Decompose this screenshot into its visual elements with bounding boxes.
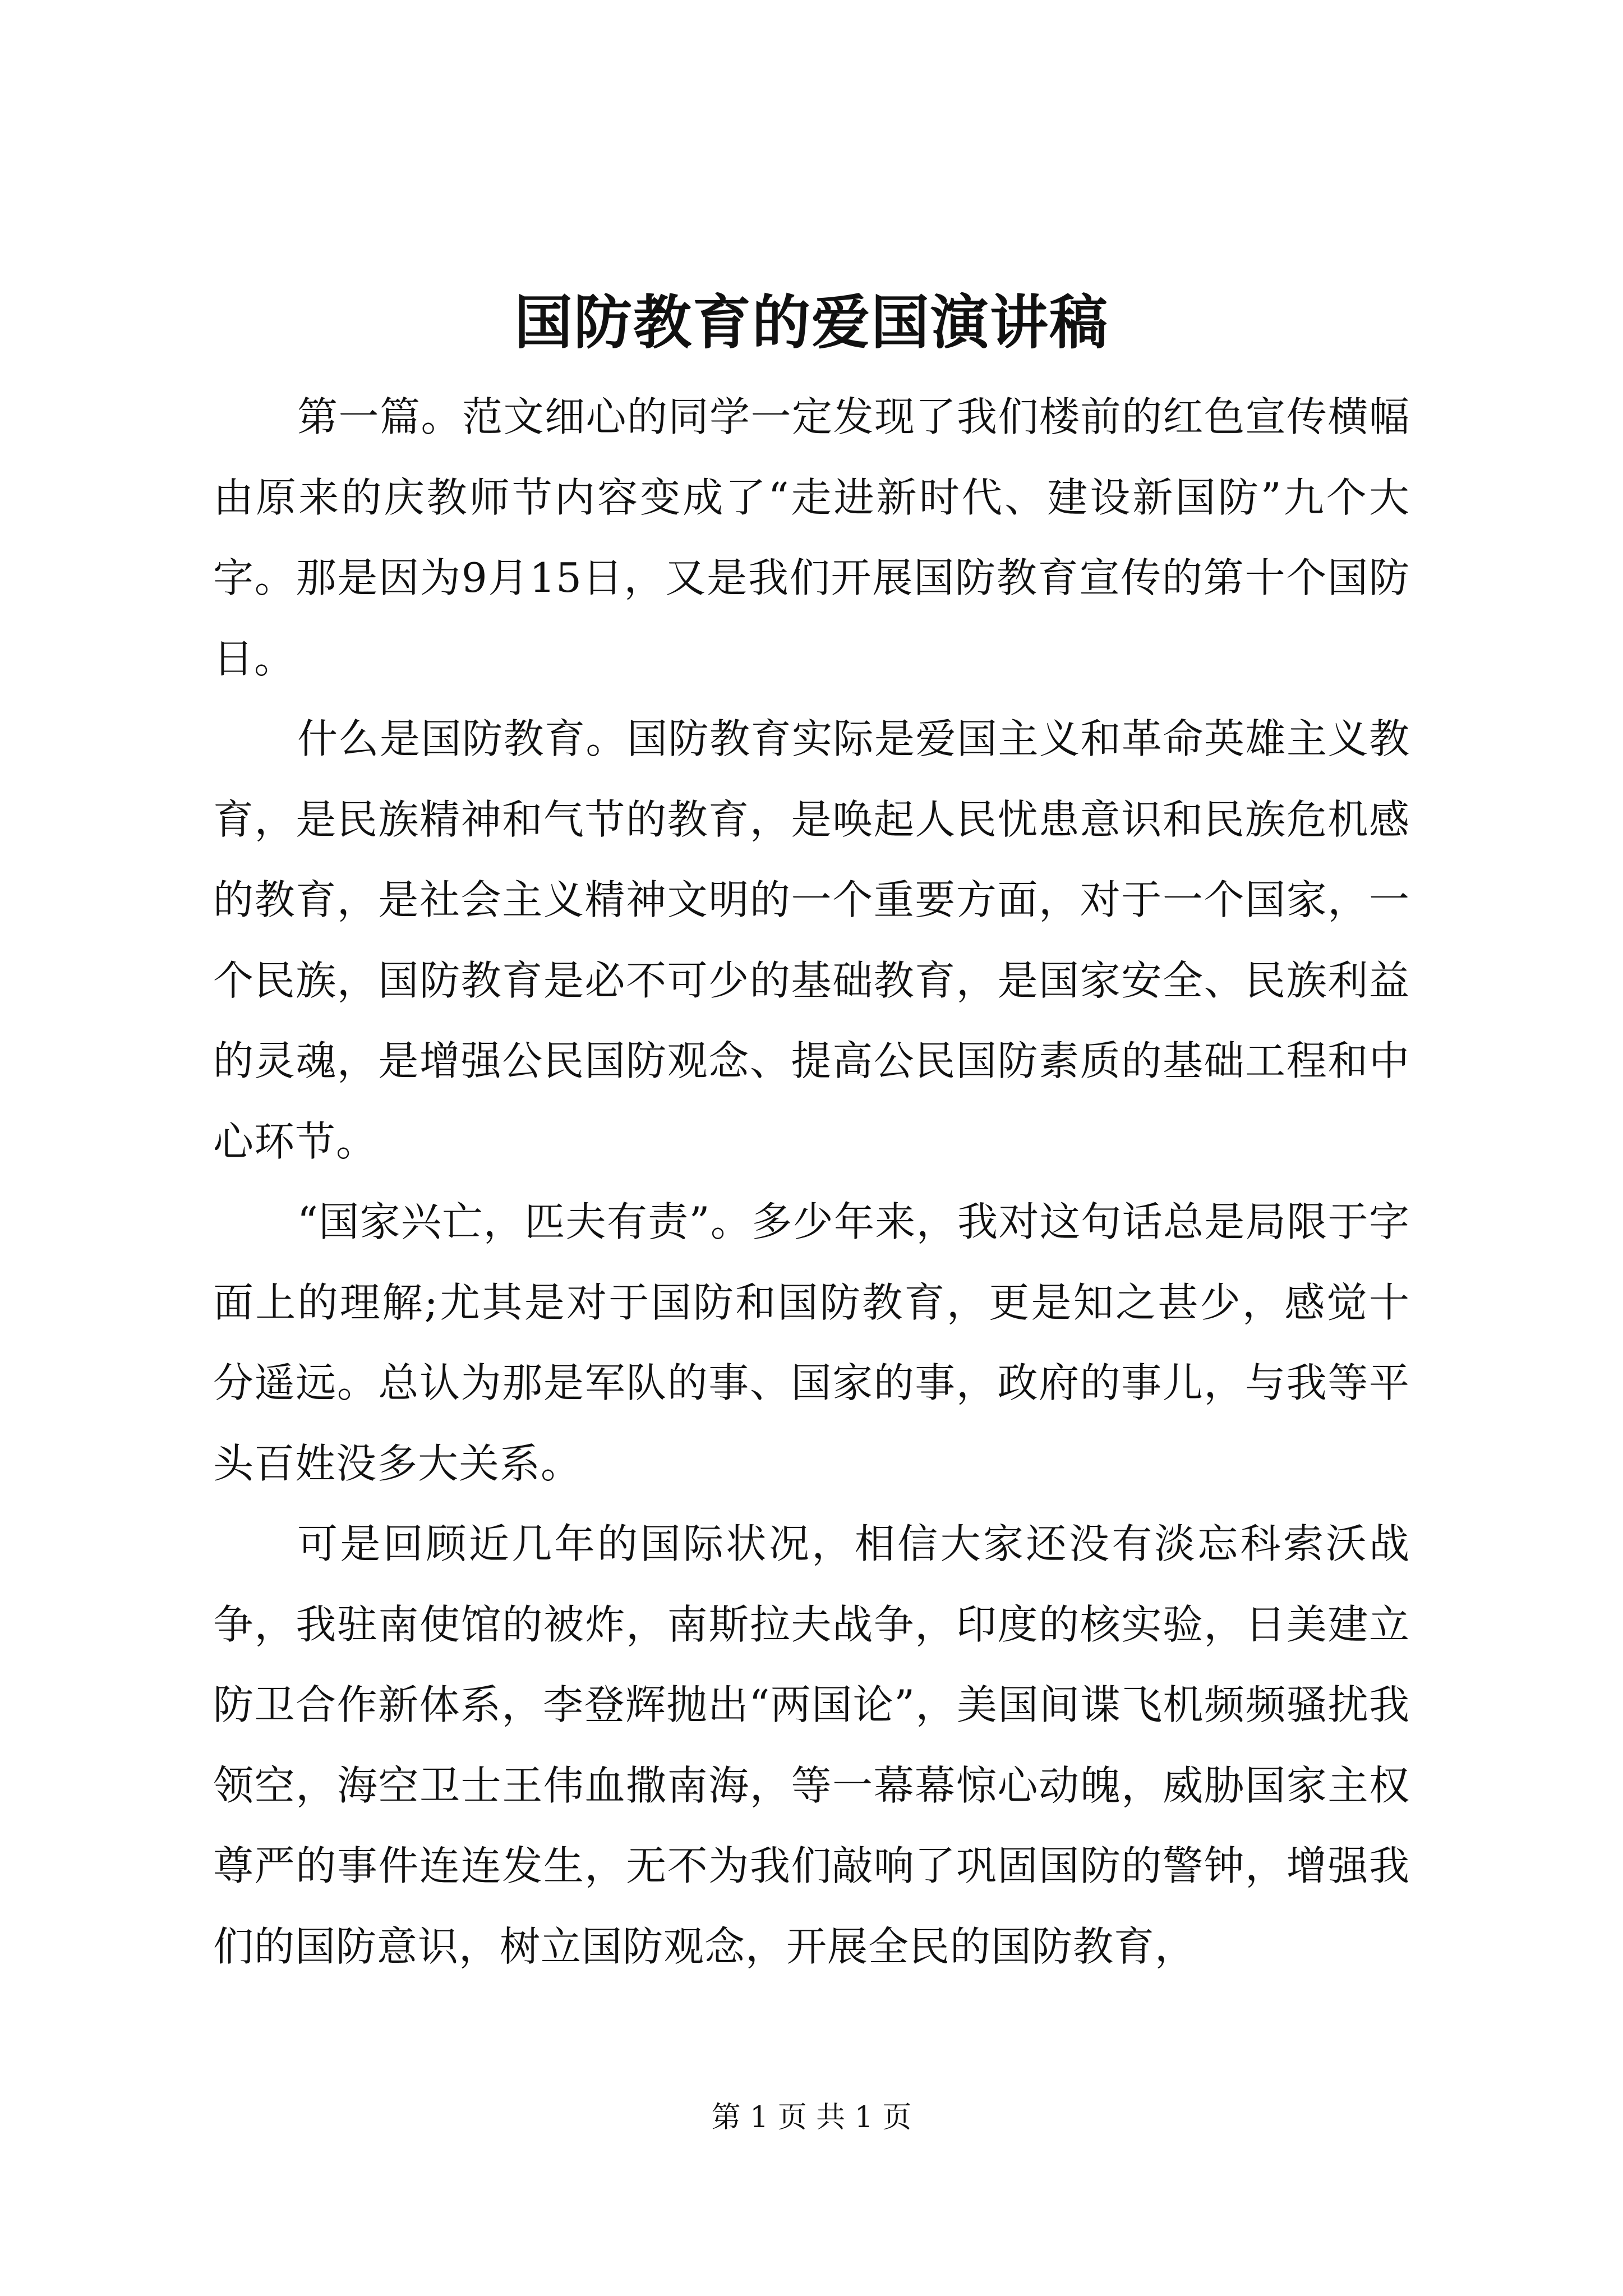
page-footer: 第 1 页 共 1 页 bbox=[711, 2101, 912, 2134]
paragraph-4: 可是回顾近几年的国际状况，相信大家还没有淡忘科索沃战争，我驻南使馆的被炸，南斯拉夫战争，印度的核实验，日美建立防卫合作新体系，李登辉抛出“两国论”，美国间谍飞机频频骚扰我领空，海空卫士王伟血撒南海，等一幕幕惊心动魄，威胁国家主权尊严的事件连连发生，无不为我们敲响了巩固国防的警钟，增强我们的国防意识，树立国防观念，开展全民的国防教育， bbox=[213, 1520, 1410, 1970]
paragraph-3: “国家兴亡，匹夫有责”。多少年来，我对这句话总是局限于字面上的理解;尤其是对于国防和国防教育，更是知之甚少，感觉十分遥远。总认为那是军队的事、国家的事，政府的事儿，与我等平头百姓没多大关系。 bbox=[213, 1198, 1410, 1487]
document-body bbox=[213, 377, 1410, 1987]
paragraph-1: 第一篇。范文细心的同学一定发现了我们楼前的红色宣传横幅由原来的庆教师节内容变成了“走进新时代、建设新国防”九个大字。那是因为9月15日，又是我们开展国防教育宣传的第十个国防日。 bbox=[213, 393, 1410, 682]
document-title: 国防教育的爱国演讲稿 bbox=[514, 288, 1109, 357]
paragraph-2: 什么是国防教育。国防教育实际是爱国主义和革命英雄主义教育，是民族精神和气节的教育，是唤起人民忧患意识和民族危机感的教育，是社会主义精神文明的一个重要方面，对于一个国家，一个民族，国防教育是必不可少的基础教育，是国家安全、民族利益的灵魂，是增强公民国防观念、提高公民国防素质的基础工程和中心环节。 bbox=[213, 715, 1410, 1165]
